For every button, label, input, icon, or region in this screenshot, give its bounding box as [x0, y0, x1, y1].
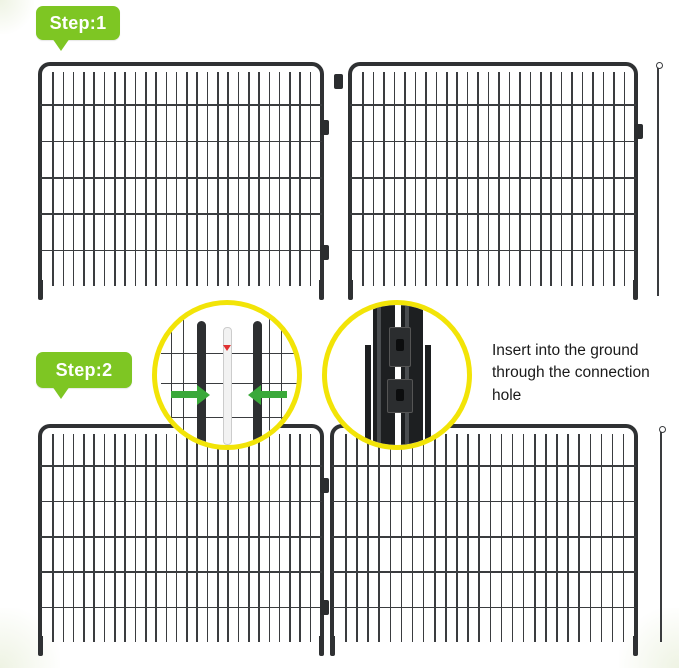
background-tint-top-left [0, 0, 34, 34]
hinge-connector [334, 74, 343, 89]
step2-panel-left [38, 424, 324, 642]
push-arrow-right-body [261, 391, 287, 398]
step-1-label: Step:1 [49, 12, 107, 33]
hinge-connector [320, 600, 329, 615]
hinge-connector [320, 478, 329, 493]
panel-foot [319, 280, 324, 300]
push-arrow-right-head [248, 385, 261, 405]
callout-2-content [327, 305, 467, 445]
panel-mesh [40, 64, 322, 286]
panel-horizontal-rails [350, 64, 636, 286]
callout-ground-stake [322, 300, 472, 450]
panel-foot [348, 280, 353, 300]
panel-foot [633, 636, 638, 656]
callout-mesh-bar [171, 315, 172, 445]
panel-foot [38, 280, 43, 300]
panel-mesh [350, 64, 636, 286]
alignment-marker-icon [223, 345, 231, 351]
step-2-badge [36, 352, 132, 388]
panel-foot [319, 636, 324, 656]
panel-horizontal-rails [40, 64, 322, 286]
hinge-connector [320, 245, 329, 260]
connection-hole [396, 339, 404, 351]
step2-panel-right [330, 424, 638, 642]
callout-mesh-bar [183, 311, 184, 445]
callout-mesh-bar [281, 315, 282, 445]
step-2-label: Step:2 [55, 359, 113, 380]
post-edge [425, 345, 431, 450]
right-post [253, 321, 262, 445]
annotation-text [492, 340, 674, 407]
panel-horizontal-rails [40, 426, 322, 642]
post-highlight [377, 301, 381, 450]
panel-horizontal-rails [332, 426, 636, 642]
panel-mesh [40, 426, 322, 642]
push-arrow-left-head [197, 385, 210, 405]
callout-connection-posts [152, 300, 302, 450]
step-2-badge-tail [52, 386, 70, 399]
push-arrow-left-body [171, 391, 197, 398]
panel-foot [330, 636, 335, 656]
step-1-badge-tail [52, 38, 70, 51]
annotation-line-2: through the connection [492, 364, 650, 382]
left-post [197, 321, 206, 445]
callout-mesh-bar [269, 311, 270, 445]
hinge-connector [634, 124, 643, 139]
step1-panel-right [348, 62, 638, 286]
ground-spike [657, 66, 659, 296]
post-edge [365, 345, 371, 450]
annotation-line-1: Insert into the ground [492, 342, 639, 359]
panel-mesh [332, 426, 636, 642]
post-highlight [405, 301, 409, 450]
annotation-line-3: hole [492, 386, 522, 404]
panel-foot [38, 636, 43, 656]
step1-panel-left [38, 62, 324, 286]
callout-1-content [157, 305, 297, 445]
hinge-connector [320, 120, 329, 135]
ground-spike [660, 430, 662, 642]
step-1-badge [36, 6, 120, 40]
panel-foot [633, 280, 638, 300]
connection-hole [396, 389, 404, 401]
